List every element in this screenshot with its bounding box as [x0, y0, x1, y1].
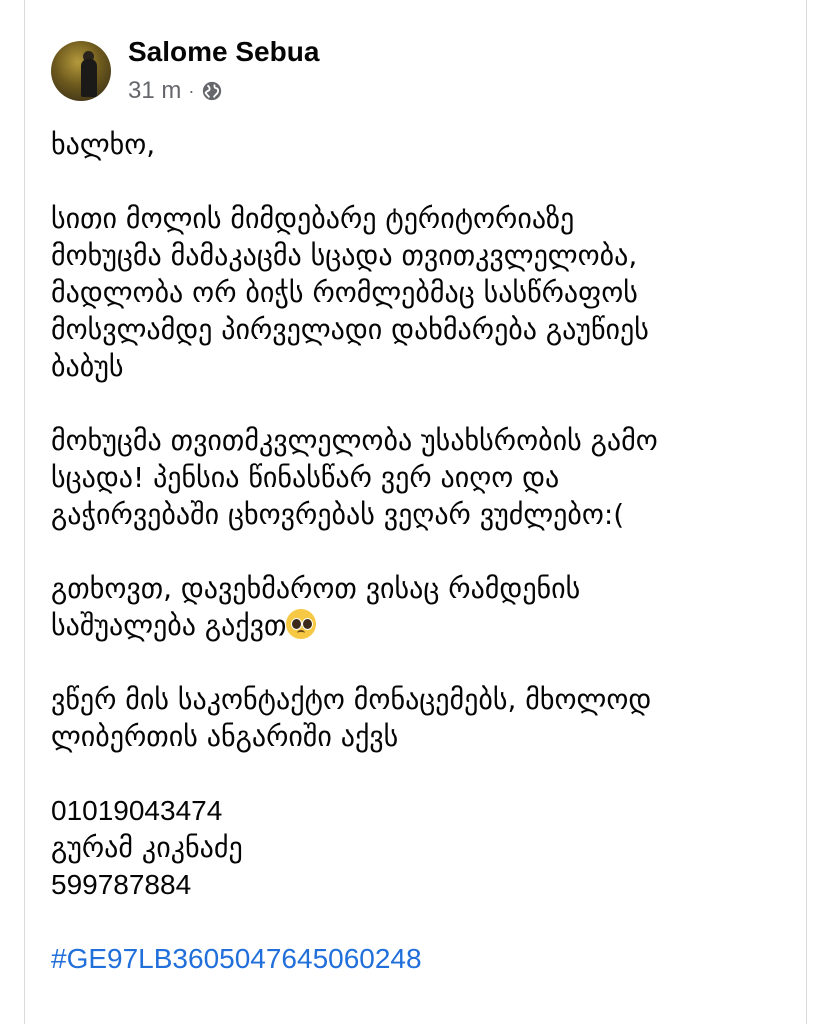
- post-greeting: ხალხო,: [51, 128, 156, 161]
- text-line: გთხოვთ, დავეხმაროთ ვისაც რამდენის: [51, 572, 581, 605]
- post-header: [51, 36, 319, 105]
- emoji-eye-right: [302, 618, 313, 630]
- author-name[interactable]: Salome Sebua: [128, 36, 320, 67]
- avatar[interactable]: [51, 41, 111, 101]
- emoji-mouth: [297, 630, 305, 636]
- contact-details: [51, 792, 791, 903]
- text-line: გაჭირვებაში ცხოვრებას ვეღარ ვუძლებო:(: [51, 498, 625, 531]
- post-paragraph-3: [51, 570, 791, 644]
- card-left-border: [24, 0, 25, 1024]
- post-timestamp[interactable]: 31 m: [128, 77, 182, 104]
- avatar-figure-body: [81, 59, 97, 97]
- text-line-content: საშუალება გაქვთ: [51, 609, 287, 642]
- post-paragraph-4: [51, 681, 791, 755]
- pleading-face-emoji: [286, 609, 316, 639]
- post-paragraph-2: [51, 422, 791, 533]
- card-right-border: [806, 0, 807, 1024]
- emoji-eye-left: [291, 618, 302, 630]
- post-meta-row: [128, 77, 319, 105]
- text-line: ბაბუს: [51, 350, 124, 383]
- text-line: მოსვლამდე პირველადი დახმარება გაუწიეს: [51, 313, 649, 346]
- contact-name: გურამ კიკნაძე: [51, 831, 243, 864]
- text-line: მოხუცმა მამაკაცმა სცადა თვითკვლელობა,: [51, 239, 638, 272]
- text-line: მოხუცმა თვითმკვლელობა უსახსრობის გამო: [51, 424, 658, 457]
- post-body: [51, 126, 791, 977]
- contact-personal-id: 01019043474: [51, 795, 223, 826]
- text-line: ლიბერთის ანგარიში აქვს: [51, 720, 399, 753]
- paragraph-gap: [51, 903, 791, 940]
- paragraph-gap: [51, 385, 791, 422]
- paragraph-gap: [51, 644, 791, 681]
- text-line: [51, 607, 791, 644]
- paragraph-gap: [51, 755, 791, 792]
- text-line: მადლობა ორ ბიჭს რომლებმაც სასწრაფოს: [51, 276, 638, 309]
- contact-phone[interactable]: 599787884: [51, 869, 192, 900]
- paragraph-gap: [51, 533, 791, 570]
- post-meta: [128, 36, 319, 105]
- hashtag-link[interactable]: #GE97LB3605047645060248: [51, 943, 422, 974]
- post-paragraph-1: [51, 200, 791, 385]
- text-line: სითი მოლის მიმდებარე ტერიტორიაზე: [51, 202, 575, 235]
- text-line: ვწერ მის საკონტაქტო მონაცემებს, მხოლოდ: [51, 683, 652, 716]
- paragraph-gap: [51, 163, 791, 200]
- text-line: სცადა! პენსია წინასწარ ვერ აიღო და: [51, 461, 560, 494]
- globe-icon[interactable]: [201, 80, 223, 102]
- meta-separator: ·: [188, 80, 195, 101]
